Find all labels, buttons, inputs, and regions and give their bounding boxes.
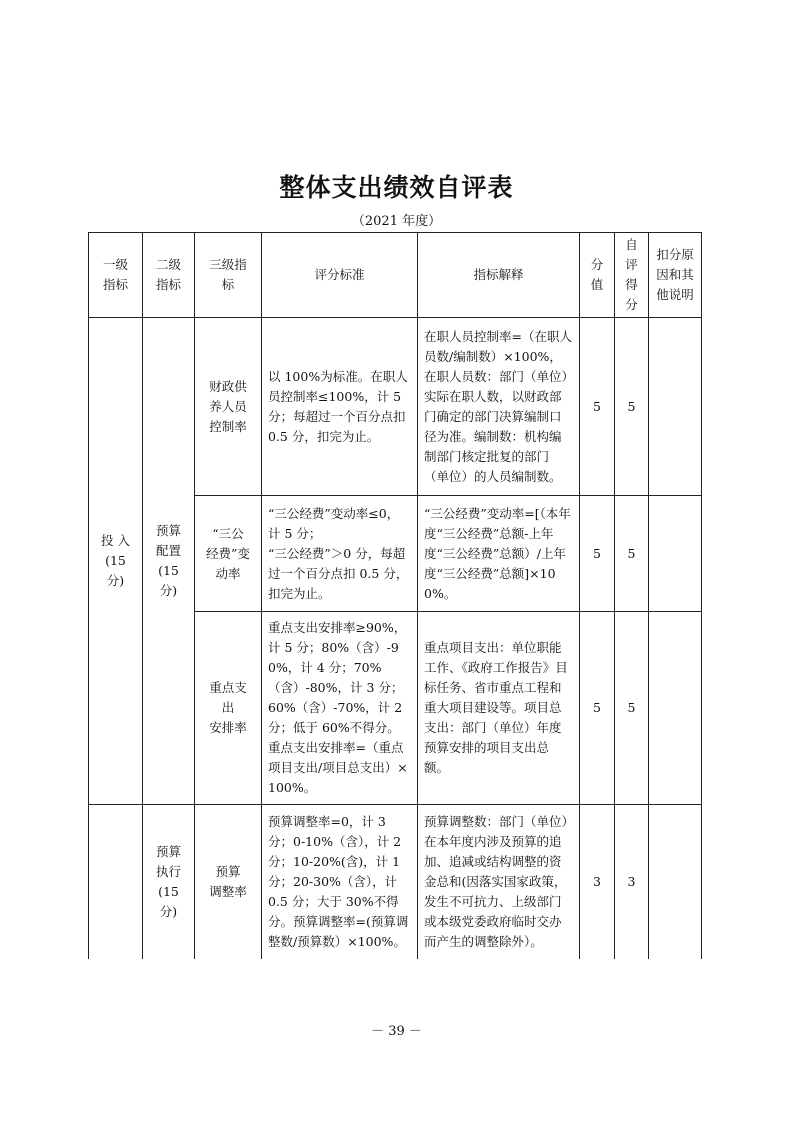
criteria-cell: “三公经费”变动率≤0，计 5 分； “三公经费”＞0 分，每超过一个百分点扣 0.5 分，扣完为止。 (262, 496, 418, 612)
table-header-row (89, 233, 702, 318)
score-cell: 5 (580, 318, 615, 496)
explanation-cell: 重点项目支出：单位职能工作、《政府工作报告》目标任务、省市重点工程和重大项目建设等。项目总支出：部门（单位）年度预算安排的项目支出总额。 (418, 612, 580, 805)
table-row (89, 318, 702, 496)
header-level2: 二级 指标 (143, 233, 195, 318)
header-explanation: 指标解释 (418, 233, 580, 318)
explanation-cell: “三公经费”变动率=[（本年度“三公经费”总额-上年度“三公经费”总额）/上年度“三公经费”总额]×100%。 (418, 496, 580, 612)
criteria-cell: 预算调整率=0，计 3 分；0-10%（含），计 2 分；10-20%(含)，计 1 分；20-30%（含），计 0.5 分；大于 30%不得分。预算调整率=(预算调整数/预算数）×100%。 (262, 805, 418, 959)
deduction-cell (649, 496, 702, 612)
table-row (89, 805, 702, 959)
level3-cell: “三公 经费”变 动率 (195, 496, 262, 612)
score-cell: 5 (580, 496, 615, 612)
page-title: 整体支出绩效自评表 (279, 173, 514, 202)
level3-cell: 财政供 养人员 控制率 (195, 318, 262, 496)
deduction-cell (649, 805, 702, 959)
criteria-cell: 以 100%为标准。在职人员控制率≤100%，计 5 分；每超过一个百分点扣 0.5 分，扣完为止。 (262, 318, 418, 496)
header-level1: 一级 指标 (89, 233, 143, 318)
header-self-score: 自 评 得 分 (615, 233, 649, 318)
evaluation-table (88, 232, 702, 959)
header-level3: 三级指 标 (195, 233, 262, 318)
self-score-cell: 5 (615, 496, 649, 612)
criteria-cell: 重点支出安排率≥90%，计 5 分；80%（含）-90%，计 4 分；70%（含）-80%，计 3 分；60%（含）-70%，计 2 分；低于 60%不得分。重点支出安排率=（重点项目支出/项目总支出）×100%。 (262, 612, 418, 805)
explanation-cell: 预算调整数：部门（单位）在本年度内涉及预算的追加、追减或结构调整的资金总和(因落实国家政策，发生不可抗力、上级部门或本级党委政府临时交办而产生的调整除外）。 (418, 805, 580, 959)
deduction-cell (649, 612, 702, 805)
header-score: 分 值 (580, 233, 615, 318)
header-deduction: 扣分原 因和其 他说明 (649, 233, 702, 318)
level2-budget-execution: 预算 执行 (15 分) (143, 805, 195, 959)
level2-budget-allocation: 预算 配置 (15 分) (143, 318, 195, 805)
year-subtitle: （2021 年度） (351, 214, 442, 229)
explanation-cell: 在职人员控制率=（在职人员数/编制数）×100%，在职人员数：部门（单位）实际在职人数，以财政部门确定的部门决算编制口径为准。编制数：机构编制部门核定批复的部门（单位）的人员编制数。 (418, 318, 580, 496)
self-score-cell: 5 (615, 612, 649, 805)
level1-input: 投 入 (15 分) (89, 318, 143, 805)
level3-cell: 预算 调整率 (195, 805, 262, 959)
header-criteria: 评分标准 (262, 233, 418, 318)
self-score-cell: 5 (615, 318, 649, 496)
deduction-cell (649, 318, 702, 496)
level3-cell: 重点支 出 安排率 (195, 612, 262, 805)
page-number: － 39 － (371, 1024, 422, 1039)
score-cell: 5 (580, 612, 615, 805)
self-score-cell: 3 (615, 805, 649, 959)
level1-continued (89, 805, 143, 959)
score-cell: 3 (580, 805, 615, 959)
